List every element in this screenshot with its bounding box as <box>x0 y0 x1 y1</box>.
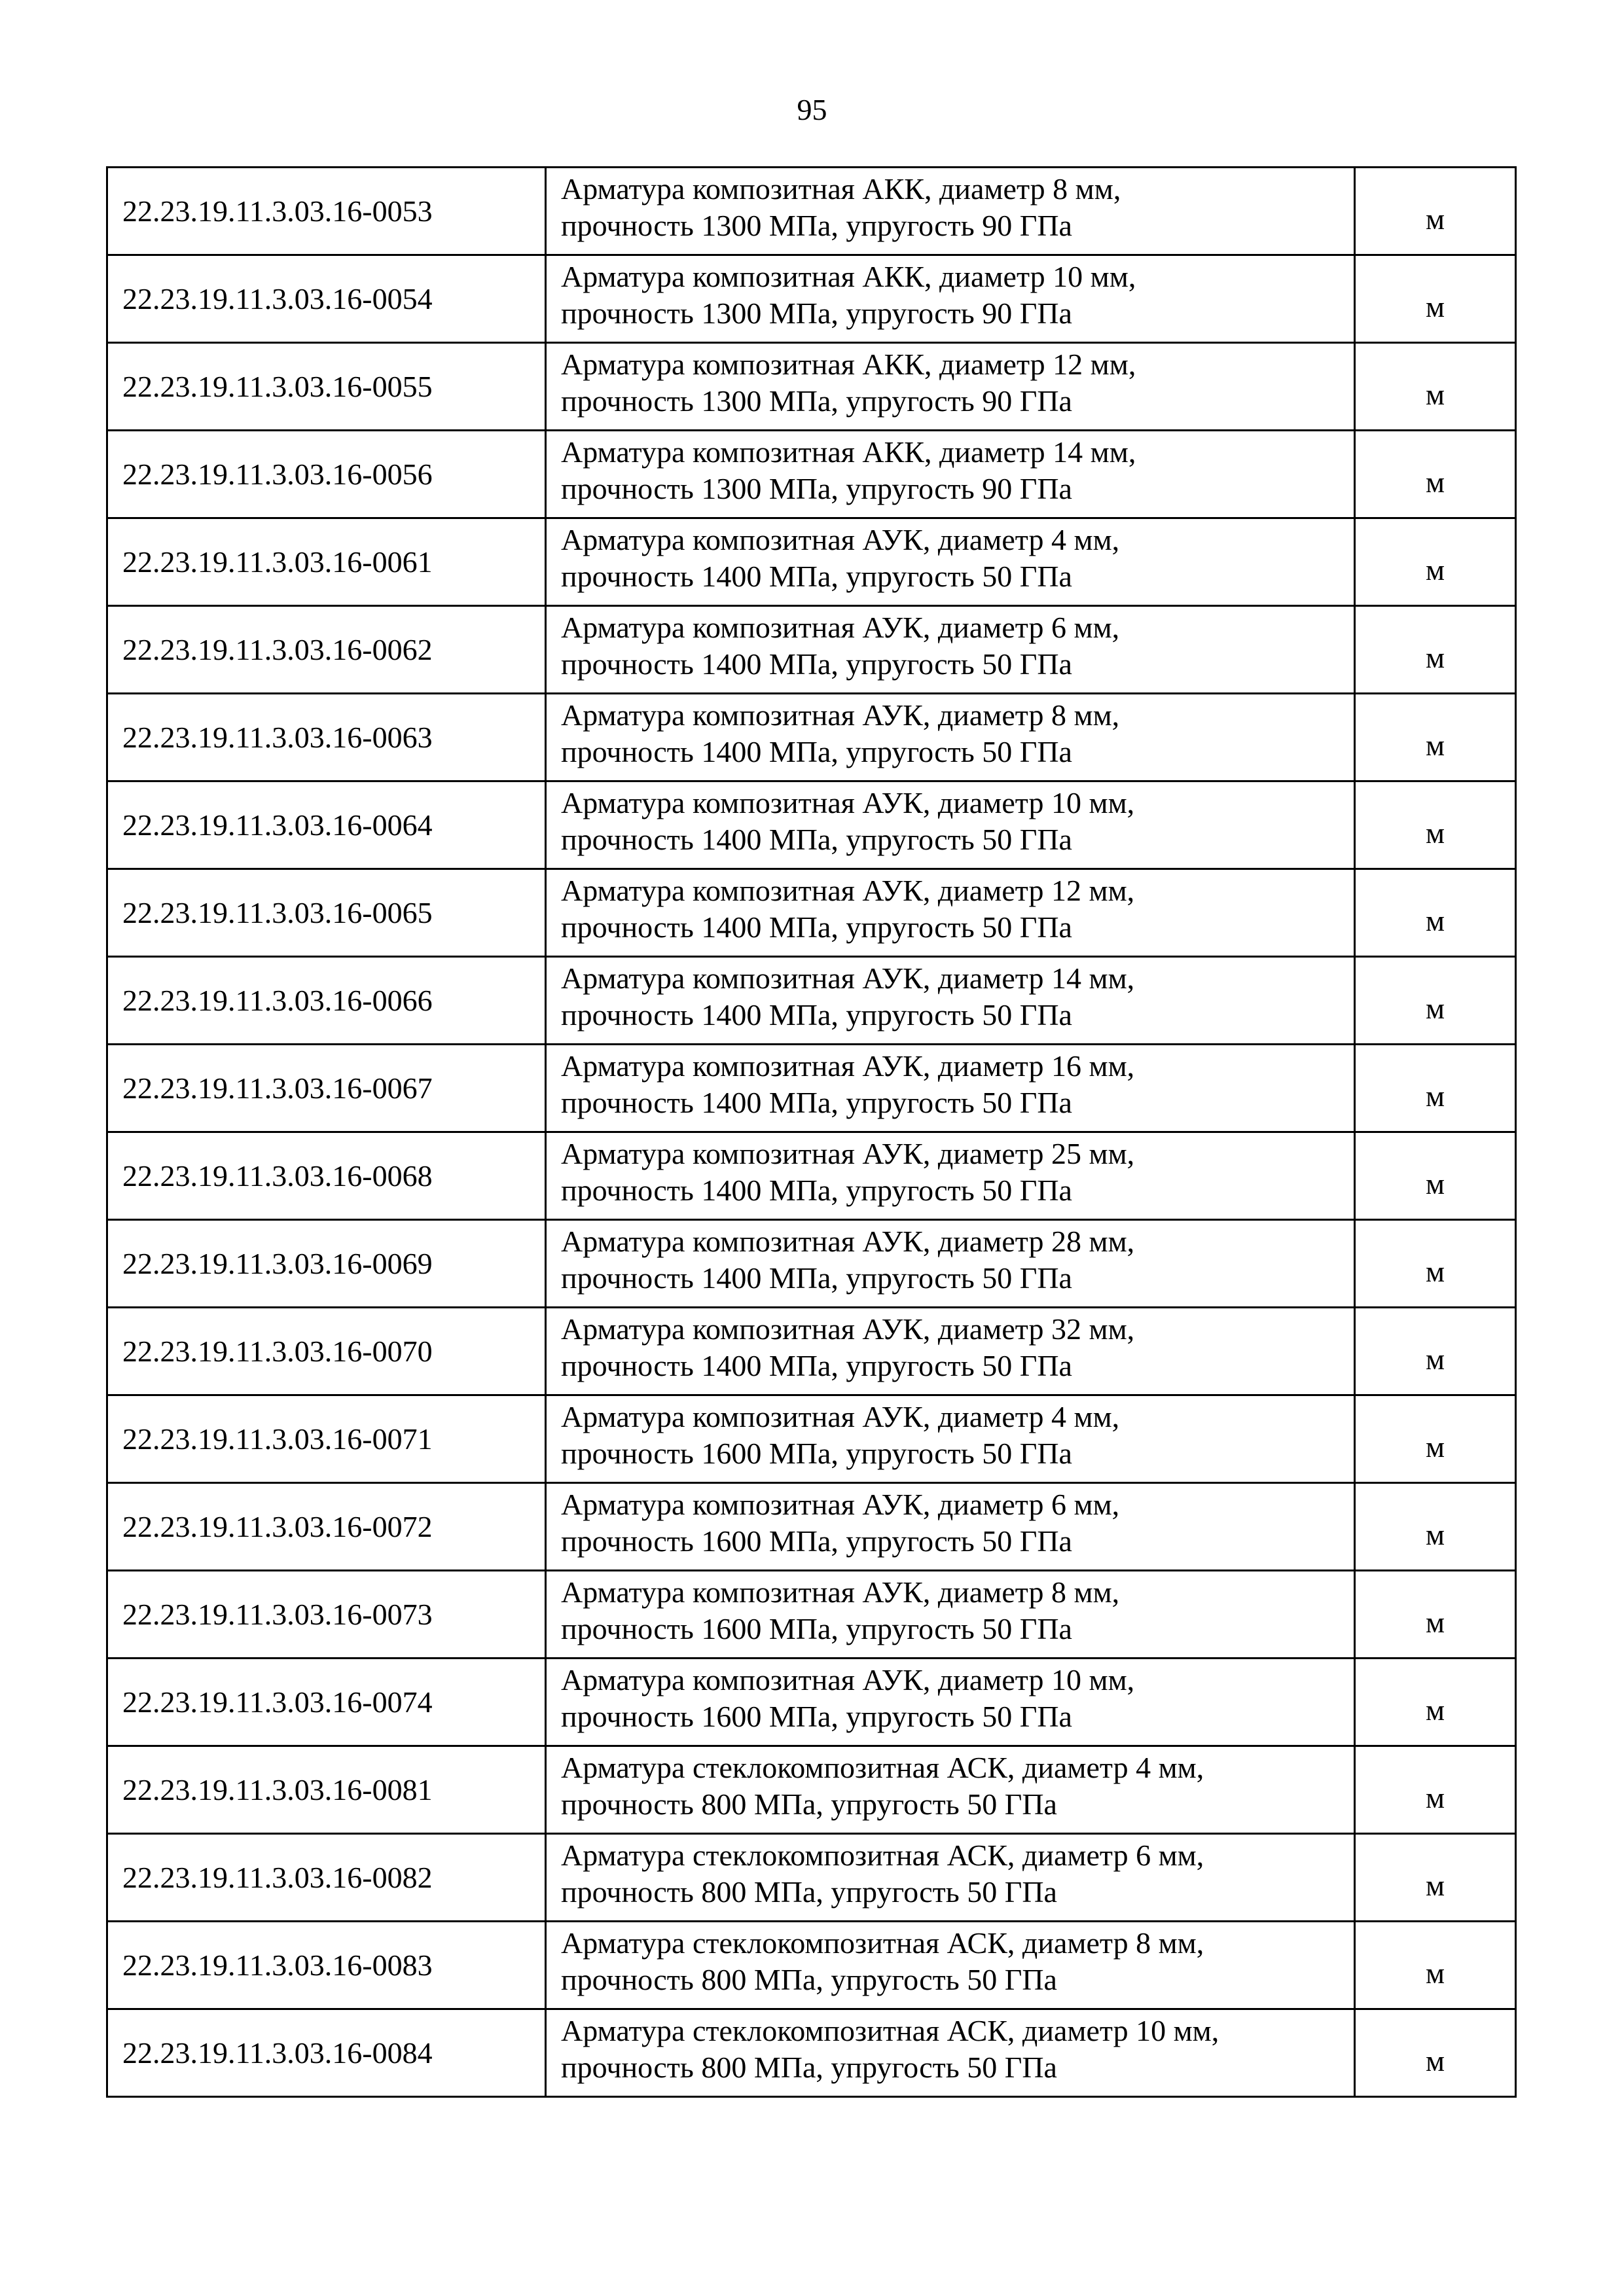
resource-name-line: Арматура композитная АУК, диаметр 6 мм, <box>561 1488 1120 1521</box>
resource-name <box>546 1132 1355 1220</box>
resource-name-line: прочность 1400 МПа, упругость 50 ГПа <box>561 998 1072 1031</box>
resource-name-line: Арматура композитная АУК, диаметр 8 мм, <box>561 1575 1120 1609</box>
resource-name-line: Арматура композитная АУК, диаметр 28 мм, <box>561 1225 1135 1258</box>
unit-of-measure: м <box>1425 816 1445 850</box>
table-row <box>107 1483 1516 1571</box>
unit-of-measure-cell <box>1355 957 1516 1045</box>
resource-name <box>546 1659 1355 1746</box>
resource-name-line: прочность 1600 МПа, упругость 50 ГПа <box>561 1524 1072 1558</box>
resource-name-line: прочность 800 МПа, упругость 50 ГПа <box>561 1963 1057 1996</box>
unit-of-measure: м <box>1425 1956 1445 1990</box>
table-row <box>107 781 1516 869</box>
unit-of-measure-cell <box>1355 869 1516 957</box>
resource-name-line: прочность 1300 МПа, упругость 90 ГПа <box>561 384 1072 418</box>
resource-code: 22.23.19.11.3.03.16-0071 <box>107 1395 546 1483</box>
table-row <box>107 255 1516 343</box>
unit-of-measure: м <box>1425 1517 1445 1551</box>
resource-name-line: прочность 1300 МПа, упругость 90 ГПа <box>561 296 1072 330</box>
resource-name-line: Арматура композитная АУК, диаметр 6 мм, <box>561 611 1120 644</box>
resource-code: 22.23.19.11.3.03.16-0081 <box>107 1746 546 1834</box>
resource-name <box>546 1220 1355 1308</box>
resource-name-line: прочность 1400 МПа, упругость 50 ГПа <box>561 1349 1072 1382</box>
resource-code: 22.23.19.11.3.03.16-0083 <box>107 1922 546 2009</box>
resource-name <box>546 168 1355 255</box>
resource-name-line: прочность 1600 МПа, упругость 50 ГПа <box>561 1437 1072 1470</box>
resource-name-line: Арматура композитная АУК, диаметр 14 мм, <box>561 961 1135 995</box>
resource-name-line: Арматура стеклокомпозитная АСК, диаметр 6 мм, <box>561 1839 1204 1872</box>
table-row <box>107 1308 1516 1395</box>
resource-name <box>546 957 1355 1045</box>
resource-name-line: прочность 1400 МПа, упругость 50 ГПа <box>561 823 1072 856</box>
unit-of-measure-cell <box>1355 1045 1516 1132</box>
resource-name-line: прочность 800 МПа, упругость 50 ГПа <box>561 2051 1057 2084</box>
resource-code: 22.23.19.11.3.03.16-0070 <box>107 1308 546 1395</box>
unit-of-measure: м <box>1425 1166 1445 1200</box>
resource-name <box>546 1045 1355 1132</box>
resource-name-line: Арматура композитная АУК, диаметр 32 мм, <box>561 1312 1135 1346</box>
resource-code: 22.23.19.11.3.03.16-0082 <box>107 1834 546 1922</box>
resource-name-line: Арматура композитная АУК, диаметр 16 мм, <box>561 1049 1135 1083</box>
resource-code: 22.23.19.11.3.03.16-0061 <box>107 518 546 606</box>
resource-name-line: Арматура композитная АУК, диаметр 4 мм, <box>561 1400 1120 1433</box>
resource-code: 22.23.19.11.3.03.16-0067 <box>107 1045 546 1132</box>
unit-of-measure: м <box>1425 1254 1445 1288</box>
table-row <box>107 869 1516 957</box>
unit-of-measure: м <box>1425 2043 1445 2077</box>
resource-code: 22.23.19.11.3.03.16-0073 <box>107 1571 546 1659</box>
unit-of-measure-cell <box>1355 606 1516 694</box>
resource-name-line: Арматура композитная АУК, диаметр 25 мм, <box>561 1137 1135 1170</box>
resource-code: 22.23.19.11.3.03.16-0053 <box>107 168 546 255</box>
table-row <box>107 1834 1516 1922</box>
resource-name-line: прочность 1300 МПа, упругость 90 ГПа <box>561 472 1072 505</box>
table-row <box>107 957 1516 1045</box>
unit-of-measure: м <box>1425 1079 1445 1113</box>
table-row <box>107 1132 1516 1220</box>
table-row <box>107 431 1516 518</box>
unit-of-measure-cell <box>1355 518 1516 606</box>
resource-name-line: Арматура композитная АУК, диаметр 10 мм, <box>561 1663 1135 1696</box>
resource-code: 22.23.19.11.3.03.16-0084 <box>107 2009 546 2097</box>
unit-of-measure: м <box>1425 377 1445 411</box>
table-row <box>107 1045 1516 1132</box>
unit-of-measure-cell <box>1355 694 1516 781</box>
unit-of-measure: м <box>1425 1605 1445 1639</box>
table-row <box>107 2009 1516 2097</box>
resource-name-line: Арматура стеклокомпозитная АСК, диаметр 4 мм, <box>561 1751 1204 1784</box>
resource-name-line: прочность 800 МПа, упругость 50 ГПа <box>561 1787 1057 1821</box>
table-row <box>107 168 1516 255</box>
unit-of-measure: м <box>1425 1429 1445 1463</box>
resource-code: 22.23.19.11.3.03.16-0055 <box>107 343 546 431</box>
resource-name-line: Арматура композитная АКК, диаметр 12 мм, <box>561 348 1136 381</box>
resource-code: 22.23.19.11.3.03.16-0064 <box>107 781 546 869</box>
unit-of-measure: м <box>1425 465 1445 499</box>
resource-name <box>546 781 1355 869</box>
unit-of-measure-cell <box>1355 1659 1516 1746</box>
resource-name-line: Арматура композитная АУК, диаметр 12 мм, <box>561 874 1135 907</box>
table-row <box>107 518 1516 606</box>
unit-of-measure: м <box>1425 728 1445 762</box>
unit-of-measure-cell <box>1355 1746 1516 1834</box>
unit-of-measure-cell <box>1355 1308 1516 1395</box>
resource-name-line: Арматура композитная АКК, диаметр 8 мм, <box>561 172 1121 206</box>
table-row <box>107 606 1516 694</box>
unit-of-measure: м <box>1425 991 1445 1025</box>
resource-name <box>546 431 1355 518</box>
resource-name <box>546 1483 1355 1571</box>
unit-of-measure-cell <box>1355 1834 1516 1922</box>
unit-of-measure: м <box>1425 1342 1445 1376</box>
resource-name-line: Арматура стеклокомпозитная АСК, диаметр 10 мм, <box>561 2014 1219 2047</box>
unit-of-measure-cell <box>1355 431 1516 518</box>
unit-of-measure: м <box>1425 1780 1445 1814</box>
resource-name <box>546 1571 1355 1659</box>
resource-name <box>546 1834 1355 1922</box>
unit-of-measure: м <box>1425 1693 1445 1727</box>
resource-name-line: Арматура композитная АУК, диаметр 8 мм, <box>561 698 1120 732</box>
table-body <box>107 168 1516 2097</box>
unit-of-measure: м <box>1425 903 1445 937</box>
resource-code: 22.23.19.11.3.03.16-0063 <box>107 694 546 781</box>
table-row <box>107 1220 1516 1308</box>
resource-code: 22.23.19.11.3.03.16-0062 <box>107 606 546 694</box>
unit-of-measure-cell <box>1355 781 1516 869</box>
resource-name <box>546 1308 1355 1395</box>
materials-table <box>106 166 1517 2098</box>
resource-code: 22.23.19.11.3.03.16-0069 <box>107 1220 546 1308</box>
resource-name-line: прочность 1600 МПа, упругость 50 ГПа <box>561 1700 1072 1733</box>
resource-name-line: прочность 1400 МПа, упругость 50 ГПа <box>561 735 1072 768</box>
unit-of-measure-cell <box>1355 255 1516 343</box>
resource-name <box>546 1395 1355 1483</box>
unit-of-measure: м <box>1425 202 1445 236</box>
table-row <box>107 1659 1516 1746</box>
resource-name-line: прочность 1400 МПа, упругость 50 ГПа <box>561 910 1072 944</box>
unit-of-measure-cell <box>1355 1922 1516 2009</box>
resource-name-line: прочность 1400 МПа, упругость 50 ГПа <box>561 560 1072 593</box>
resource-code: 22.23.19.11.3.03.16-0068 <box>107 1132 546 1220</box>
unit-of-measure: м <box>1425 552 1445 586</box>
resource-code: 22.23.19.11.3.03.16-0066 <box>107 957 546 1045</box>
resource-name <box>546 606 1355 694</box>
resource-name <box>546 343 1355 431</box>
unit-of-measure-cell <box>1355 1571 1516 1659</box>
resource-name-line: прочность 1300 МПа, упругость 90 ГПа <box>561 209 1072 242</box>
unit-of-measure-cell <box>1355 1132 1516 1220</box>
table-row <box>107 1746 1516 1834</box>
resource-name <box>546 1922 1355 2009</box>
resource-name-line: прочность 800 МПа, упругость 50 ГПа <box>561 1875 1057 1909</box>
unit-of-measure-cell <box>1355 1395 1516 1483</box>
resource-code: 22.23.19.11.3.03.16-0074 <box>107 1659 546 1746</box>
resource-name-line: Арматура композитная АКК, диаметр 10 мм, <box>561 260 1136 293</box>
resource-name-line: прочность 1400 МПа, упругость 50 ГПа <box>561 647 1072 681</box>
resource-name <box>546 518 1355 606</box>
resource-name <box>546 869 1355 957</box>
resource-code: 22.23.19.11.3.03.16-0054 <box>107 255 546 343</box>
unit-of-measure-cell <box>1355 168 1516 255</box>
unit-of-measure-cell <box>1355 1220 1516 1308</box>
resource-name-line: прочность 1600 МПа, упругость 50 ГПа <box>561 1612 1072 1645</box>
unit-of-measure: м <box>1425 1868 1445 1902</box>
resource-name <box>546 2009 1355 2097</box>
resource-code: 22.23.19.11.3.03.16-0072 <box>107 1483 546 1571</box>
resource-name-line: Арматура композитная АУК, диаметр 10 мм, <box>561 786 1135 819</box>
table-row <box>107 343 1516 431</box>
resource-name-line: Арматура стеклокомпозитная АСК, диаметр 8 мм, <box>561 1926 1204 1960</box>
resource-name <box>546 1746 1355 1834</box>
unit-of-measure: м <box>1425 289 1445 323</box>
unit-of-measure-cell <box>1355 1483 1516 1571</box>
table-row <box>107 1395 1516 1483</box>
table-row <box>107 1571 1516 1659</box>
unit-of-measure-cell <box>1355 343 1516 431</box>
resource-name <box>546 255 1355 343</box>
resource-name-line: Арматура композитная АУК, диаметр 4 мм, <box>561 523 1120 556</box>
table-row <box>107 1922 1516 2009</box>
unit-of-measure: м <box>1425 640 1445 674</box>
page-number: 95 <box>797 93 827 126</box>
resource-code: 22.23.19.11.3.03.16-0065 <box>107 869 546 957</box>
resource-name-line: прочность 1400 МПа, упругость 50 ГПа <box>561 1261 1072 1295</box>
resource-code: 22.23.19.11.3.03.16-0056 <box>107 431 546 518</box>
table-row <box>107 694 1516 781</box>
resource-name-line: прочность 1400 МПа, упругость 50 ГПа <box>561 1174 1072 1207</box>
resource-name <box>546 694 1355 781</box>
resource-name-line: прочность 1400 МПа, упругость 50 ГПа <box>561 1086 1072 1119</box>
unit-of-measure-cell <box>1355 2009 1516 2097</box>
resource-name-line: Арматура композитная АКК, диаметр 14 мм, <box>561 435 1136 469</box>
